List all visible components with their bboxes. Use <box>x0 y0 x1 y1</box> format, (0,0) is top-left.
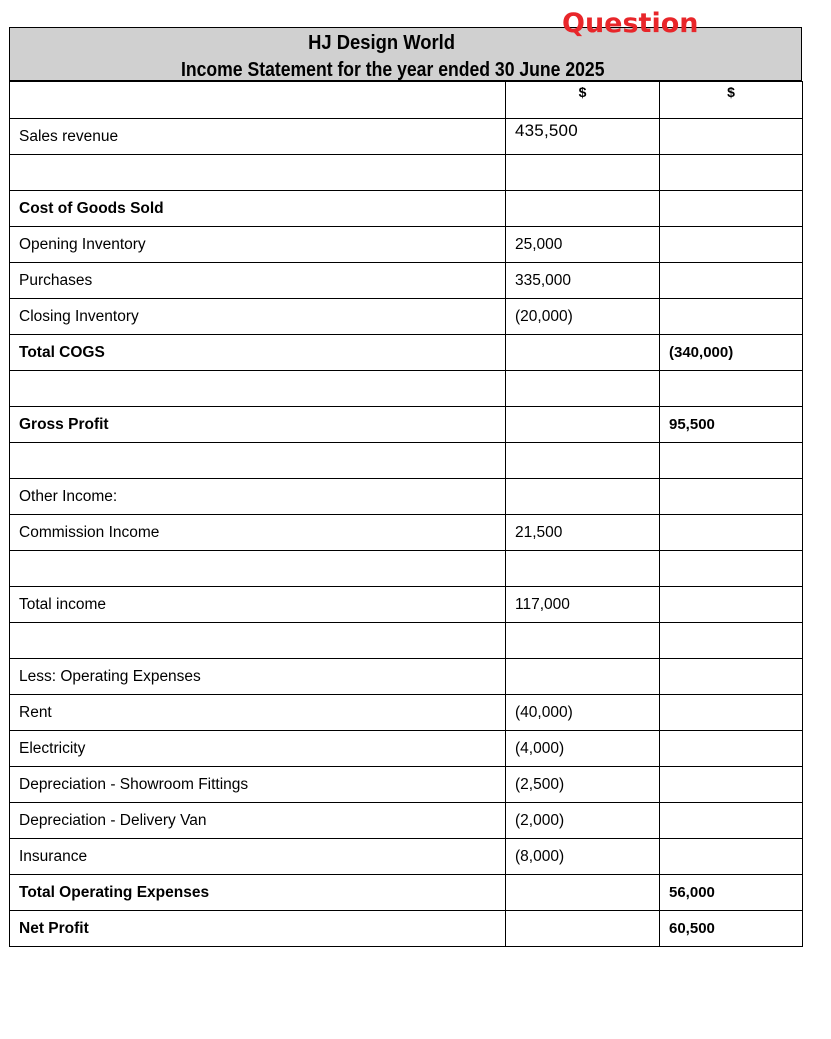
row-total <box>660 479 803 515</box>
row-total <box>660 839 803 875</box>
row-label <box>10 551 506 587</box>
row-amount <box>506 407 660 443</box>
row-label: Purchases <box>10 263 506 299</box>
row-total <box>660 443 803 479</box>
row-amount <box>506 335 660 371</box>
row-total <box>660 551 803 587</box>
row-label: Electricity <box>10 731 506 767</box>
row-amount <box>506 371 660 407</box>
row-amount: (20,000) <box>506 299 660 335</box>
row-total <box>660 623 803 659</box>
row-total <box>660 731 803 767</box>
row-label: Net Profit <box>10 911 506 947</box>
table-row <box>10 407 803 443</box>
row-total <box>660 803 803 839</box>
row-total <box>660 767 803 803</box>
column-header-amount: $ <box>506 82 660 119</box>
row-amount: (40,000) <box>506 695 660 731</box>
row-amount: 335,000 <box>506 263 660 299</box>
row-amount <box>506 875 660 911</box>
row-total <box>660 299 803 335</box>
row-amount <box>506 443 660 479</box>
row-label <box>10 623 506 659</box>
row-total <box>660 155 803 191</box>
row-label: Commission Income <box>10 515 506 551</box>
table-row <box>10 227 803 263</box>
company-name: HJ Design World <box>308 32 456 54</box>
row-total <box>660 515 803 551</box>
table-row <box>10 659 803 695</box>
row-amount: 25,000 <box>506 227 660 263</box>
statement-title: Income Statement for the year ended 30 June 2025 <box>180 59 605 81</box>
row-amount <box>506 623 660 659</box>
row-amount <box>506 479 660 515</box>
row-label <box>10 443 506 479</box>
statement-table <box>9 81 803 947</box>
row-total <box>660 695 803 731</box>
row-label: Total income <box>10 587 506 623</box>
table-row <box>10 767 803 803</box>
table-row <box>10 875 803 911</box>
row-amount: (2,000) <box>506 803 660 839</box>
row-total <box>660 263 803 299</box>
row-label: Depreciation - Showroom Fittings <box>10 767 506 803</box>
table-row <box>10 335 803 371</box>
row-label: Gross Profit <box>10 407 506 443</box>
table-row <box>10 263 803 299</box>
row-total <box>660 371 803 407</box>
row-amount: (4,000) <box>506 731 660 767</box>
table-row <box>10 371 803 407</box>
row-amount <box>506 191 660 227</box>
row-amount <box>506 551 660 587</box>
row-amount: (8,000) <box>506 839 660 875</box>
table-row <box>10 155 803 191</box>
row-amount: 117,000 <box>506 587 660 623</box>
row-amount: 435,500 <box>506 119 660 155</box>
row-amount <box>506 155 660 191</box>
row-label: Sales revenue <box>10 119 506 155</box>
column-header-description <box>10 82 506 119</box>
table-row <box>10 623 803 659</box>
column-header-total: $ <box>660 82 803 119</box>
row-total <box>660 119 803 155</box>
row-label: Insurance <box>10 839 506 875</box>
table-row <box>10 839 803 875</box>
row-label: Total Operating Expenses <box>10 875 506 911</box>
table-row <box>10 695 803 731</box>
row-label: Total COGS <box>10 335 506 371</box>
table-row <box>10 911 803 947</box>
table-row <box>10 551 803 587</box>
row-label <box>10 371 506 407</box>
table-row <box>10 479 803 515</box>
row-label: Opening Inventory <box>10 227 506 263</box>
row-label: Closing Inventory <box>10 299 506 335</box>
table-row <box>10 731 803 767</box>
question-watermark: Question <box>562 8 699 39</box>
table-row <box>10 443 803 479</box>
row-amount: (2,500) <box>506 767 660 803</box>
row-amount <box>506 911 660 947</box>
row-amount: 21,500 <box>506 515 660 551</box>
row-total: (340,000) <box>660 335 803 371</box>
income-statement <box>9 27 802 947</box>
row-label: Other Income: <box>10 479 506 515</box>
table-row <box>10 191 803 227</box>
table-row <box>10 119 803 155</box>
row-total <box>660 659 803 695</box>
row-total <box>660 191 803 227</box>
column-header-row <box>10 82 803 119</box>
row-amount <box>506 659 660 695</box>
row-label: Less: Operating Expenses <box>10 659 506 695</box>
row-total <box>660 587 803 623</box>
row-total: 60,500 <box>660 911 803 947</box>
table-row <box>10 803 803 839</box>
row-label: Rent <box>10 695 506 731</box>
row-label: Depreciation - Delivery Van <box>10 803 506 839</box>
row-label: Cost of Goods Sold <box>10 191 506 227</box>
table-row <box>10 299 803 335</box>
row-total: 56,000 <box>660 875 803 911</box>
row-total: 95,500 <box>660 407 803 443</box>
row-total <box>660 227 803 263</box>
table-row <box>10 515 803 551</box>
table-row <box>10 587 803 623</box>
row-label <box>10 155 506 191</box>
